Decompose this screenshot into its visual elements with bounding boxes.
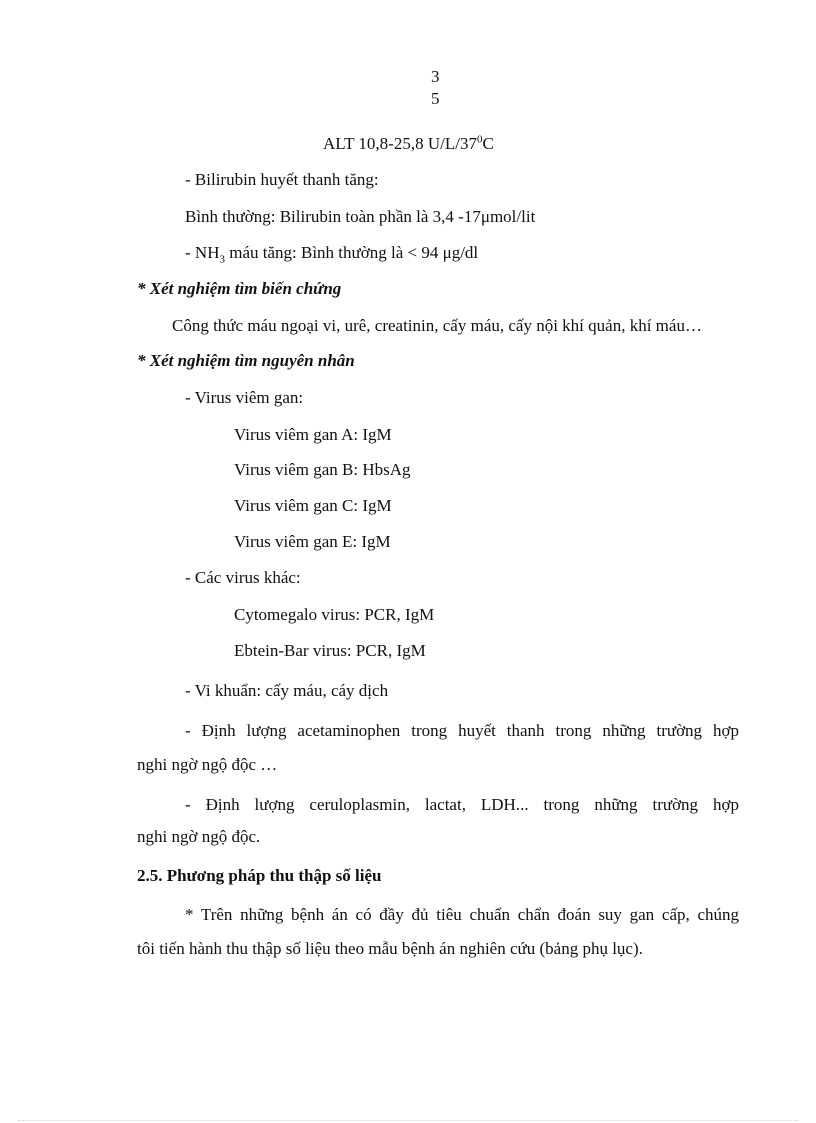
complications-text: Công thức máu ngoại vi, urê, creatinin, cấy máu, cấy nội khí quản, khí máu…: [172, 316, 702, 335]
alt-reference-line: [323, 133, 494, 155]
ceruloplasmin-line-2: nghi ngờ ngộ độc.: [137, 827, 261, 846]
alt-unit: C: [482, 134, 494, 153]
heading-complications: * Xét nghiệm tìm biến chứng: [137, 279, 342, 298]
collection-line-2: tôi tiến hành thu thập số liệu theo mẫu bệnh án nghiên cứu (bảng phụ lục).: [137, 939, 643, 958]
ceruloplasmin-line-1: - Định lượng ceruloplasmin, lactat, LDH... trong những trường hợp: [185, 795, 739, 814]
hep-c: Virus viêm gan C: IgM: [234, 496, 392, 515]
bilirubin-normal: Bình thường: Bilirubin toàn phần là 3,4 -17μmol/lit: [185, 207, 536, 226]
nh3-prefix: - NH: [185, 243, 220, 262]
hepatitis-virus-label: - Virus viêm gan:: [185, 388, 304, 407]
bottom-dotted-border: [18, 1120, 798, 1121]
acetaminophen-line-1: - Định lượng acetaminophen trong huyết thanh trong những trường hợp: [185, 721, 739, 740]
acetaminophen-line-2: nghi ngờ ngộ độc …: [137, 755, 278, 774]
heading-causes: * Xét nghiệm tìm nguyên nhân: [137, 351, 355, 370]
bacteria: - Vi khuẩn: cấy máu, cáy dịch: [185, 681, 389, 700]
nh3-line: [185, 242, 478, 264]
page-number-top: 3: [431, 67, 440, 86]
nh3-subscript: 3: [219, 253, 225, 266]
bilirubin-increase: - Bilirubin huyết thanh tăng:: [185, 170, 379, 189]
nh3-text: máu tăng: Bình thường là < 94 μg/dl: [224, 243, 479, 262]
page-number-bottom: 5: [431, 89, 440, 108]
hep-a: Virus viêm gan A: IgM: [234, 425, 392, 444]
cmv: Cytomegalo virus: PCR, IgM: [234, 605, 435, 624]
other-virus-label: - Các virus khác:: [185, 568, 301, 587]
ebv: Ebtein-Bar virus: PCR, IgM: [234, 641, 426, 660]
hep-e: Virus viêm gan E: IgM: [234, 532, 391, 551]
alt-text: ALT 10,8-25,8 U/L/37: [323, 134, 477, 153]
collection-line-1: * Trên những bệnh án có đầy đủ tiêu chuẩn chẩn đoán suy gan cấp, chúng: [185, 905, 739, 924]
section-heading: 2.5. Phương pháp thu thập số liệu: [137, 866, 382, 885]
alt-degree: 0: [476, 133, 483, 146]
hep-b: Virus viêm gan B: HbsAg: [234, 460, 411, 479]
